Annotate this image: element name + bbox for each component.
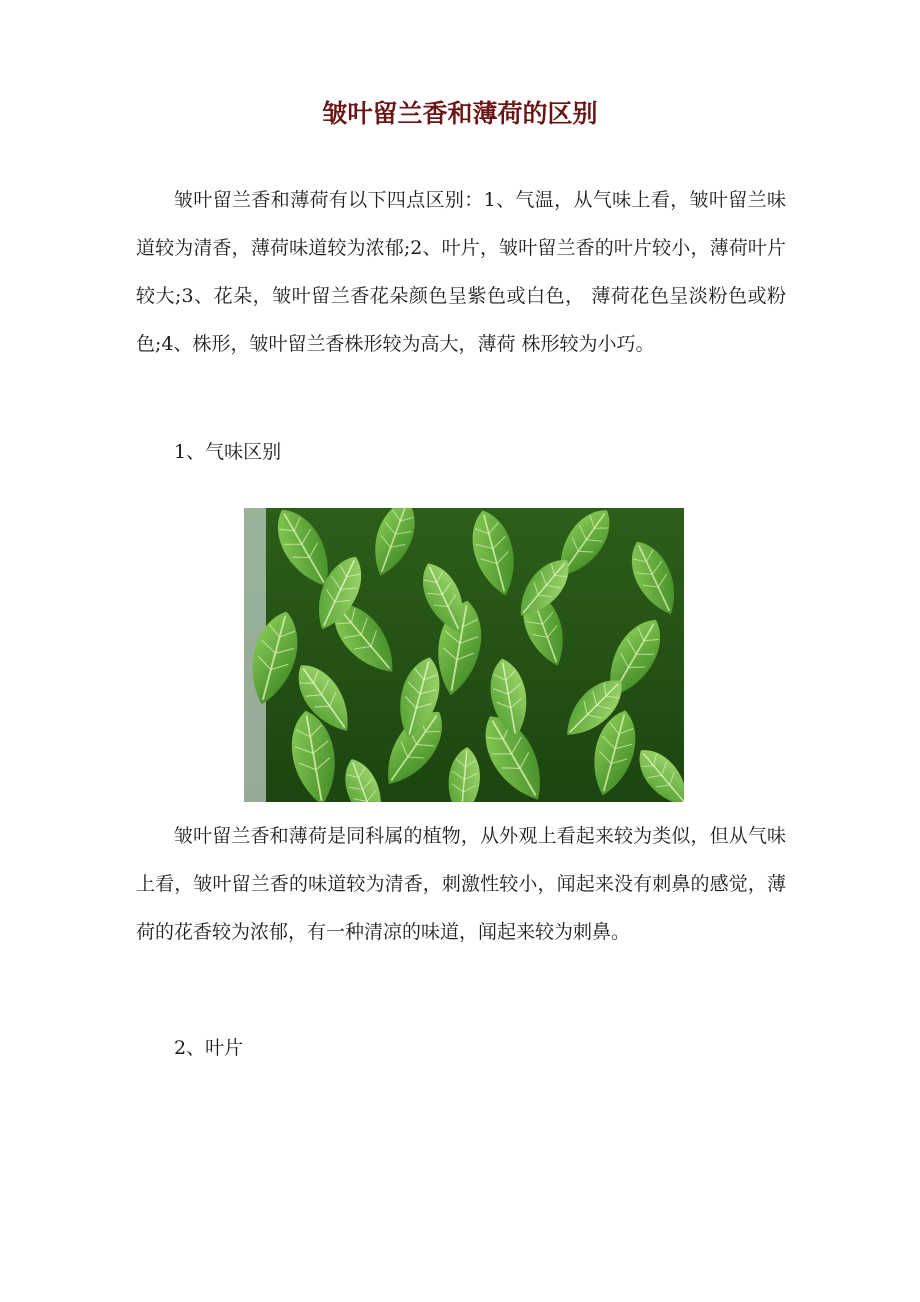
- mint-leaves-photo: [244, 508, 684, 802]
- smell-paragraph: 皱叶留兰香和薄荷是同科属的植物，从外观上看起来较为类似，但从气味上看，皱叶留兰香的味道较为清香，刺激性较小，闻起来没有刺鼻的感觉，薄荷的花香较为浓郁，有一种清凉的味道，闻起来较为刺鼻。: [136, 825, 786, 943]
- section-heading-smell: 1、气味区别: [174, 441, 282, 463]
- document-title: 皱叶留兰香和薄荷的区别: [322, 99, 598, 128]
- intro-paragraph: 皱叶留兰香和薄荷有以下四点区别：1、气温，从气味上看，皱叶留兰味道较为清香，薄荷味道较为浓郁;2、叶片，皱叶留兰香的叶片较小，薄荷叶片较大;3、花朵，皱叶留兰香花朵颜色呈紫色或白色， 薄荷花色呈淡粉色或粉色;4、株形，皱叶留兰香株形较为高大，薄荷 株形较为小巧。: [136, 189, 786, 355]
- section-heading-leaf: 2、叶片: [174, 1037, 244, 1059]
